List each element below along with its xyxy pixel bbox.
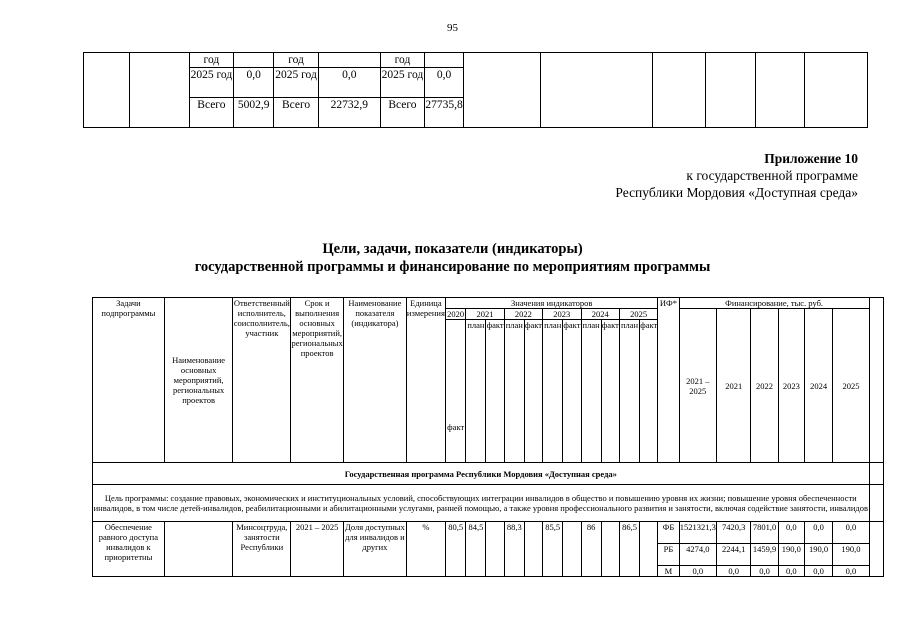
- fin-cell: 190,0: [804, 544, 832, 566]
- fin-cell: 0,0: [679, 566, 717, 577]
- plan-2025: 86,5: [619, 522, 639, 577]
- year-2024: 2024: [581, 309, 619, 320]
- fin-cell: 2244,1: [717, 544, 751, 566]
- cell: Всего: [189, 98, 234, 128]
- cell: год: [189, 53, 234, 68]
- header-values: Значения индикаторов: [446, 298, 658, 309]
- unit-cell: %: [406, 522, 445, 577]
- cell: [425, 53, 463, 68]
- fact-label: факт: [640, 320, 658, 463]
- plan-2023: 85,5: [543, 522, 563, 577]
- program-title: Государственная программа Республики Мордовия «Доступная среда»: [93, 463, 870, 485]
- page-title: [0, 240, 905, 276]
- cell: год: [274, 53, 319, 68]
- year-2021: 2021: [466, 309, 504, 320]
- fin-year: 2025: [833, 309, 869, 463]
- task-cell: Обеспечение равного доступа инвалидов к приоритетны: [93, 522, 165, 577]
- appendix-title: Приложение 10: [764, 151, 858, 166]
- title-line: Цели, задачи, показатели (индикаторы): [322, 241, 583, 257]
- header-indicator: Наименование показателя (индикатора): [344, 298, 407, 463]
- cell: 27735,8: [425, 98, 463, 128]
- header-name: Наименование основных мероприятий, региональных проектов: [164, 298, 233, 463]
- fin-cell: 7801,0: [751, 522, 778, 544]
- fin-cell: 0,0: [717, 566, 751, 577]
- header-unit: Единица измерения: [406, 298, 445, 463]
- year-2020: 2020: [447, 309, 465, 319]
- fin-year: 2021: [717, 309, 751, 463]
- header-financing: Финансирование, тыс. руб.: [679, 298, 869, 309]
- cell: 5002,9: [234, 98, 274, 128]
- plan-2024: 86: [581, 522, 601, 577]
- source-cell: ФБ: [658, 522, 679, 544]
- indicator-cell: Доля доступных для инвалидов и других: [344, 522, 407, 577]
- plan-label: план: [619, 320, 639, 463]
- title-line: государственной программы и финансирование по мероприятиям программы: [194, 259, 711, 275]
- cell: Всего: [274, 98, 319, 128]
- plan-label: план: [581, 320, 601, 463]
- cell: 2025 год: [189, 68, 234, 98]
- continuation-table: [83, 52, 868, 128]
- plan-label: план: [466, 320, 486, 463]
- fact-label: факт: [563, 320, 581, 463]
- fin-year: 2024: [804, 309, 832, 463]
- fin-cell: 190,0: [778, 544, 804, 566]
- fin-cell: 4274,0: [679, 544, 717, 566]
- header-responsible: Ответственный исполнитель, соисполнитель, участник: [233, 298, 291, 463]
- fact-label: факт: [446, 320, 466, 463]
- indicators-table: [92, 297, 884, 577]
- appendix-block: [615, 150, 858, 201]
- cell: 0,0: [425, 68, 463, 98]
- appendix-line: к государственной программе: [686, 168, 858, 183]
- header-tasks: Задачи подпрограммы: [93, 298, 165, 463]
- fact-label: факт: [524, 320, 542, 463]
- header-term: Срок и выполнения основных мероприятий, региональных проектов: [291, 298, 344, 463]
- appendix-line: Республики Мордовия «Доступная среда»: [615, 185, 858, 200]
- fin-cell: 0,0: [778, 566, 804, 577]
- plan-label: план: [504, 320, 524, 463]
- cell: 2025 год: [274, 68, 319, 98]
- cell: год: [380, 53, 425, 68]
- cell: 22732,9: [318, 98, 380, 128]
- fin-cell: 1459,9: [751, 544, 778, 566]
- plan-2022: 88,3: [504, 522, 524, 577]
- fin-cell: 0,0: [751, 566, 778, 577]
- fin-cell: 1521321,3: [679, 522, 717, 544]
- plan-2021: 84,5: [466, 522, 486, 577]
- year-2023: 2023: [543, 309, 581, 320]
- fin-year: 2021 – 2025: [679, 309, 717, 463]
- fin-year: 2022: [751, 309, 778, 463]
- fact-label: факт: [486, 320, 504, 463]
- term-cell: 2021 – 2025: [291, 522, 344, 577]
- fin-cell: 0,0: [833, 566, 869, 577]
- cell: 2025 год: [380, 68, 425, 98]
- program-goal: Цель программы: создание правовых, экономических и институциональных условий, способствующих интеграции инвалидов в общество и повышению уровня их жизни; повышение уровня обеспеченности инвалидов, в том числе детей-инвалидов, реабилитационными и абилитационными услугами, ранней помощью, а также уровня профессионального развития и занятости, включая содействие занятости, инвалидов: [93, 485, 870, 522]
- fact-label: факт: [601, 320, 619, 463]
- cell: 0,0: [234, 68, 274, 98]
- value-2020: 80,5: [446, 522, 466, 577]
- source-cell: РБ: [658, 544, 679, 566]
- plan-label: план: [543, 320, 563, 463]
- source-cell: М: [658, 566, 679, 577]
- cell: [318, 53, 380, 68]
- fin-cell: 0,0: [804, 522, 832, 544]
- responsible-cell: Минсоцтруда, занятости Республики: [233, 522, 291, 577]
- fin-cell: 190,0: [833, 544, 869, 566]
- header-if: ИФ*: [658, 298, 679, 463]
- cell: [234, 53, 274, 68]
- cell: Всего: [380, 98, 425, 128]
- cell: 0,0: [318, 68, 380, 98]
- fin-cell: 7420,3: [717, 522, 751, 544]
- year-2022: 2022: [504, 309, 542, 320]
- fin-year: 2023: [778, 309, 804, 463]
- fin-cell: 0,0: [804, 566, 832, 577]
- fin-cell: 0,0: [833, 522, 869, 544]
- year-2025: 2025: [619, 309, 657, 320]
- page-number: 95: [447, 22, 458, 34]
- fin-cell: 0,0: [778, 522, 804, 544]
